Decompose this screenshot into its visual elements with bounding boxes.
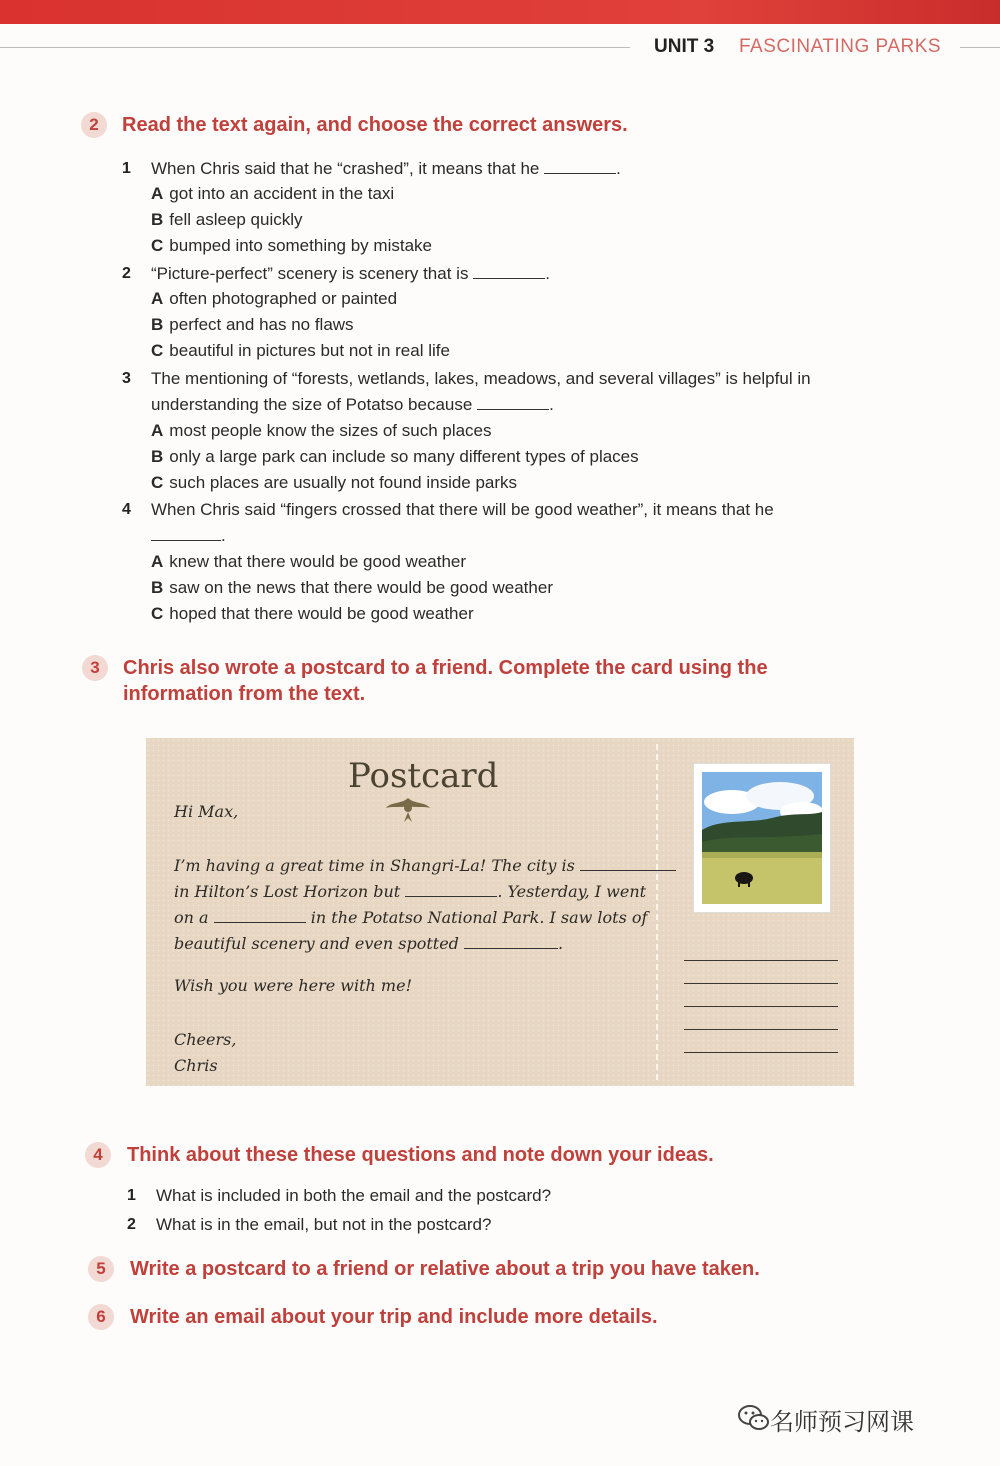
option-4b[interactable]: B saw on the news that there would be good weather xyxy=(151,578,553,597)
question-2-stem: “Picture-perfect” scenery is scenery that is . xyxy=(151,264,550,283)
question-4-text: When Chris said “fingers crossed that there will be good weather”, it means that he xyxy=(151,500,774,519)
option-4c[interactable]: C hoped that there would be good weather xyxy=(151,604,474,623)
option-1c[interactable]: C bumped into something by mistake xyxy=(151,236,432,255)
question-2-number: 2 xyxy=(122,265,131,282)
postcard-signature: Chris xyxy=(174,1056,218,1075)
question-3-number: 3 xyxy=(122,370,131,387)
header-rule-left xyxy=(0,47,630,48)
question-3-text-line2: understanding the size of Potatso because xyxy=(151,395,473,414)
ex4-item-2-number: 2 xyxy=(127,1216,136,1233)
exercise-3-title-line1: Chris also wrote a postcard to a friend. Complete the card using the xyxy=(123,657,768,679)
address-line[interactable] xyxy=(684,1029,838,1030)
exercise-6-title: Write an email about your trip and include more details. xyxy=(130,1306,658,1328)
question-1-stem: When Chris said that he “crashed”, it means that he . xyxy=(151,159,621,178)
unit-label: UNIT 3 xyxy=(654,36,715,57)
answer-blank[interactable] xyxy=(544,159,616,174)
option-2a[interactable]: A often photographed or painted xyxy=(151,289,398,308)
postcard-wish: Wish you were here with me! xyxy=(174,976,412,995)
unit-title: FASCINATING PARKS xyxy=(739,36,942,57)
question-4-number: 4 xyxy=(122,501,131,518)
ex4-item-1-text: What is included in both the email and the postcard? xyxy=(156,1186,552,1205)
question-1-text: When Chris said that he “crashed”, it means that he xyxy=(151,159,540,178)
option-3b[interactable]: B only a large park can include so many different types of places xyxy=(151,447,639,466)
answer-blank[interactable] xyxy=(477,395,549,410)
postcard-line-3: on a in the Potatso National Park. I saw lots of xyxy=(174,908,648,927)
postcard-blank[interactable] xyxy=(405,882,497,897)
exercise-4-number: 4 xyxy=(85,1142,111,1168)
exercise-2-title: Read the text again, and choose the correct answers. xyxy=(122,114,628,136)
postcard-divider xyxy=(656,744,658,1080)
address-line[interactable] xyxy=(684,1052,838,1053)
question-3-text-line1: The mentioning of “forests, wetlands, lakes, meadows, and several villages” is helpful in xyxy=(151,369,811,388)
answer-blank[interactable] xyxy=(151,526,221,541)
option-3a[interactable]: A most people know the sizes of such places xyxy=(151,421,492,440)
exercise-3-title-line2: information from the text. xyxy=(123,683,366,705)
exercise-5-title: Write a postcard to a friend or relative about a trip you have taken. xyxy=(130,1258,760,1280)
ornament-icon xyxy=(382,794,434,828)
postcard xyxy=(146,738,854,1086)
wechat-icon xyxy=(738,1404,770,1432)
answer-blank[interactable] xyxy=(473,264,545,279)
option-3c[interactable]: C such places are usually not found inside parks xyxy=(151,473,518,492)
address-line[interactable] xyxy=(684,1006,838,1007)
postcard-line-2: in Hilton’s Lost Horizon but . Yesterday, I went xyxy=(174,882,647,901)
address-line[interactable] xyxy=(684,983,838,984)
header-rule-right xyxy=(960,47,1000,48)
exercise-5-number: 5 xyxy=(88,1256,114,1282)
option-1b[interactable]: B fell asleep quickly xyxy=(151,210,303,229)
postcard-title: Postcard xyxy=(348,756,499,796)
question-1-number: 1 xyxy=(122,160,131,177)
question-3-stem-line2: understanding the size of Potatso because . xyxy=(151,395,554,414)
postcard-blank[interactable] xyxy=(464,934,558,949)
postcard-line-4: beautiful scenery and even spotted . xyxy=(174,934,564,953)
option-4a[interactable]: A knew that there would be good weather xyxy=(151,552,467,571)
postcard-blank[interactable] xyxy=(214,908,306,923)
postcard-closing: Cheers, xyxy=(174,1030,237,1049)
postcard-greeting: Hi Max, xyxy=(174,802,239,821)
top-color-bar xyxy=(0,0,1000,24)
ex4-item-2-text: What is in the email, but not in the postcard? xyxy=(156,1215,492,1234)
landscape-image xyxy=(702,772,822,904)
watermark-text: 名师预习网课 xyxy=(770,1408,914,1436)
question-4-blank-line: . xyxy=(151,525,226,547)
postcard-line-1: I’m having a great time in Shangri-La! The city is xyxy=(174,856,676,875)
exercise-6-number: 6 xyxy=(88,1304,114,1330)
option-2c[interactable]: C beautiful in pictures but not in real life xyxy=(151,341,450,360)
exercise-2-number: 2 xyxy=(81,112,107,138)
exercise-3-number: 3 xyxy=(82,655,108,681)
postcard-blank[interactable] xyxy=(580,856,676,871)
ex4-item-1-number: 1 xyxy=(127,1187,136,1204)
option-1a[interactable]: A got into an accident in the taxi xyxy=(151,184,395,203)
address-line[interactable] xyxy=(684,960,838,961)
exercise-4-title: Think about these these questions and note down your ideas. xyxy=(127,1144,714,1166)
option-2b[interactable]: B perfect and has no flaws xyxy=(151,315,354,334)
postcard-stamp xyxy=(694,764,830,912)
question-2-text: “Picture-perfect” scenery is scenery that is xyxy=(151,264,469,283)
